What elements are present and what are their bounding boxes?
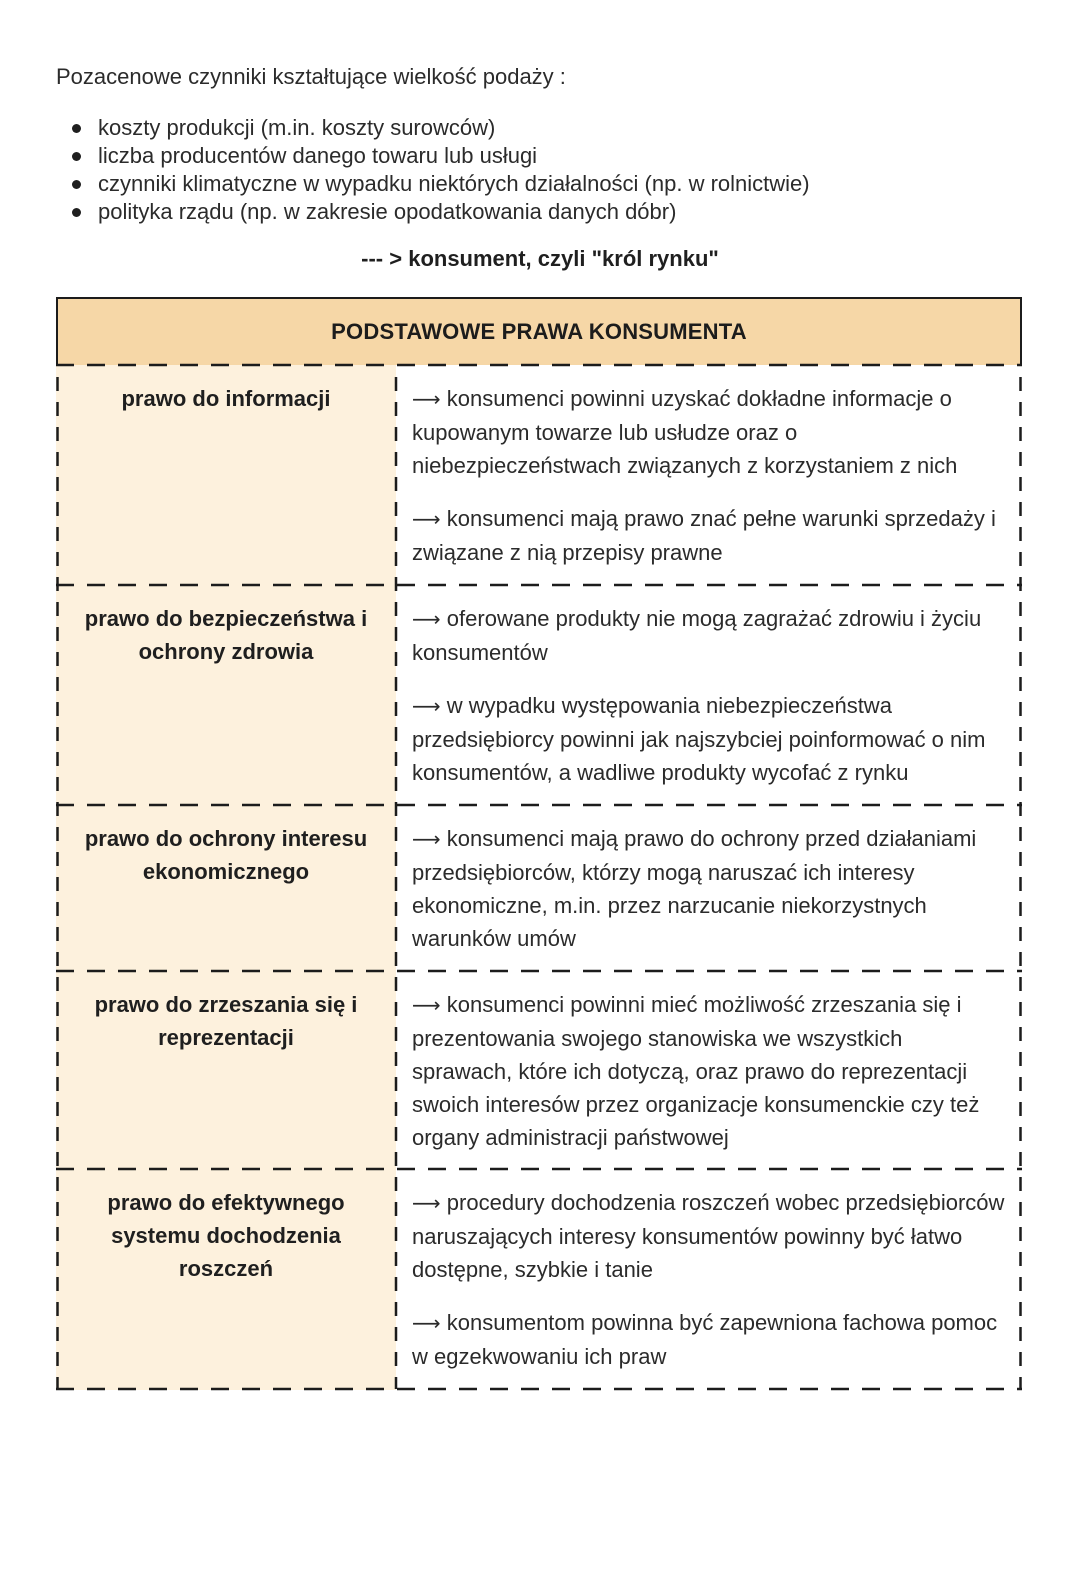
- supply-factors-list: [70, 114, 810, 226]
- arrow-icon: ⟶: [412, 694, 441, 718]
- right-description: [412, 822, 1008, 955]
- list-item: polityka rządu (np. w zakresie opodatkowania danych dóbr): [70, 198, 810, 226]
- right-name: prawo do ochrony interesu ekonomicznego: [84, 826, 368, 884]
- right-name: prawo do informacji: [121, 386, 331, 411]
- description-point: ⟶ konsumenci mają prawo do ochrony przed działaniami przedsiębiorców, którzy mogą naruszać ich interesy ekonomiczne, m.in. przez narzucanie niekorzystnych warunków umów: [412, 826, 977, 951]
- arrow-icon: ⟶: [412, 507, 441, 531]
- arrow-icon: ⟶: [412, 993, 441, 1017]
- table-header-title: PODSTAWOWE PRAWA KONSUMENTA: [331, 319, 747, 344]
- description-point: ⟶ w wypadku występowania niebezpieczeństwa przedsiębiorcy powinni jak najszybciej poinformować o nim konsumentów, a wadliwe produkty wycofać z rynku: [412, 693, 986, 785]
- description-point: ⟶ konsumentom powinna być zapewniona fachowa pomoc w egzekwowaniu ich praw: [412, 1310, 998, 1369]
- bullet-icon: [72, 124, 81, 133]
- description-point: ⟶ oferowane produkty nie mogą zagrażać zdrowiu i życiu konsumentów: [412, 606, 982, 665]
- bullet-icon: [72, 152, 81, 161]
- right-name: prawo do zrzeszania się i reprezentacji: [94, 992, 358, 1050]
- right-name: prawo do bezpieczeństwa i ochrony zdrowia: [84, 606, 368, 664]
- arrow-icon: ⟶: [412, 387, 441, 411]
- arrow-icon: ⟶: [412, 1311, 441, 1335]
- arrow-icon: ⟶: [412, 1191, 441, 1215]
- description-point: ⟶ konsumenci powinni uzyskać dokładne informacje o kupowanym towarze lub usłudze oraz o niebezpieczeństwach związanych z korzystaniem z nich: [412, 386, 958, 478]
- description-point: ⟶ konsumenci powinni mieć możliwość zrzeszania się i prezentowania swojego stanowiska we wszystkich sprawach, które ich dotyczą, oraz prawo do reprezentacji swoich interesów przez organizacje konsumenckie czy też organy administracji państwowej: [412, 992, 980, 1150]
- right-description: [412, 602, 1008, 789]
- right-description: [412, 988, 1008, 1154]
- description-point: ⟶ konsumenci mają prawo znać pełne warunki sprzedaży i związane z nią przepisy prawne: [412, 506, 996, 565]
- right-description: [412, 1186, 1008, 1373]
- list-item: czynniki klimatyczne w wypadku niektórych działalności (np. w rolnictwie): [70, 170, 810, 198]
- description-point: ⟶ procedury dochodzenia roszczeń wobec przedsiębiorców naruszających interesy konsumentów powinny być łatwo dostępne, szybkie i tanie: [412, 1190, 1005, 1282]
- list-item: liczba producentów danego towaru lub usługi: [70, 142, 810, 170]
- right-name: prawo do efektywnego systemu dochodzenia roszczeń: [107, 1190, 345, 1281]
- arrow-icon: ⟶: [412, 607, 441, 631]
- bullet-icon: [72, 208, 81, 217]
- arrow-icon: ⟶: [412, 827, 441, 851]
- consumer-rights-table: [56, 297, 1022, 1390]
- transition-line: --- > konsument, czyli "król rynku": [361, 246, 719, 271]
- bullet-icon: [72, 180, 81, 189]
- right-description: [412, 382, 1008, 569]
- intro-heading: Pozacenowe czynniki kształtujące wielkość podaży :: [56, 64, 566, 89]
- list-item: koszty produkcji (m.in. koszty surowców): [70, 114, 810, 142]
